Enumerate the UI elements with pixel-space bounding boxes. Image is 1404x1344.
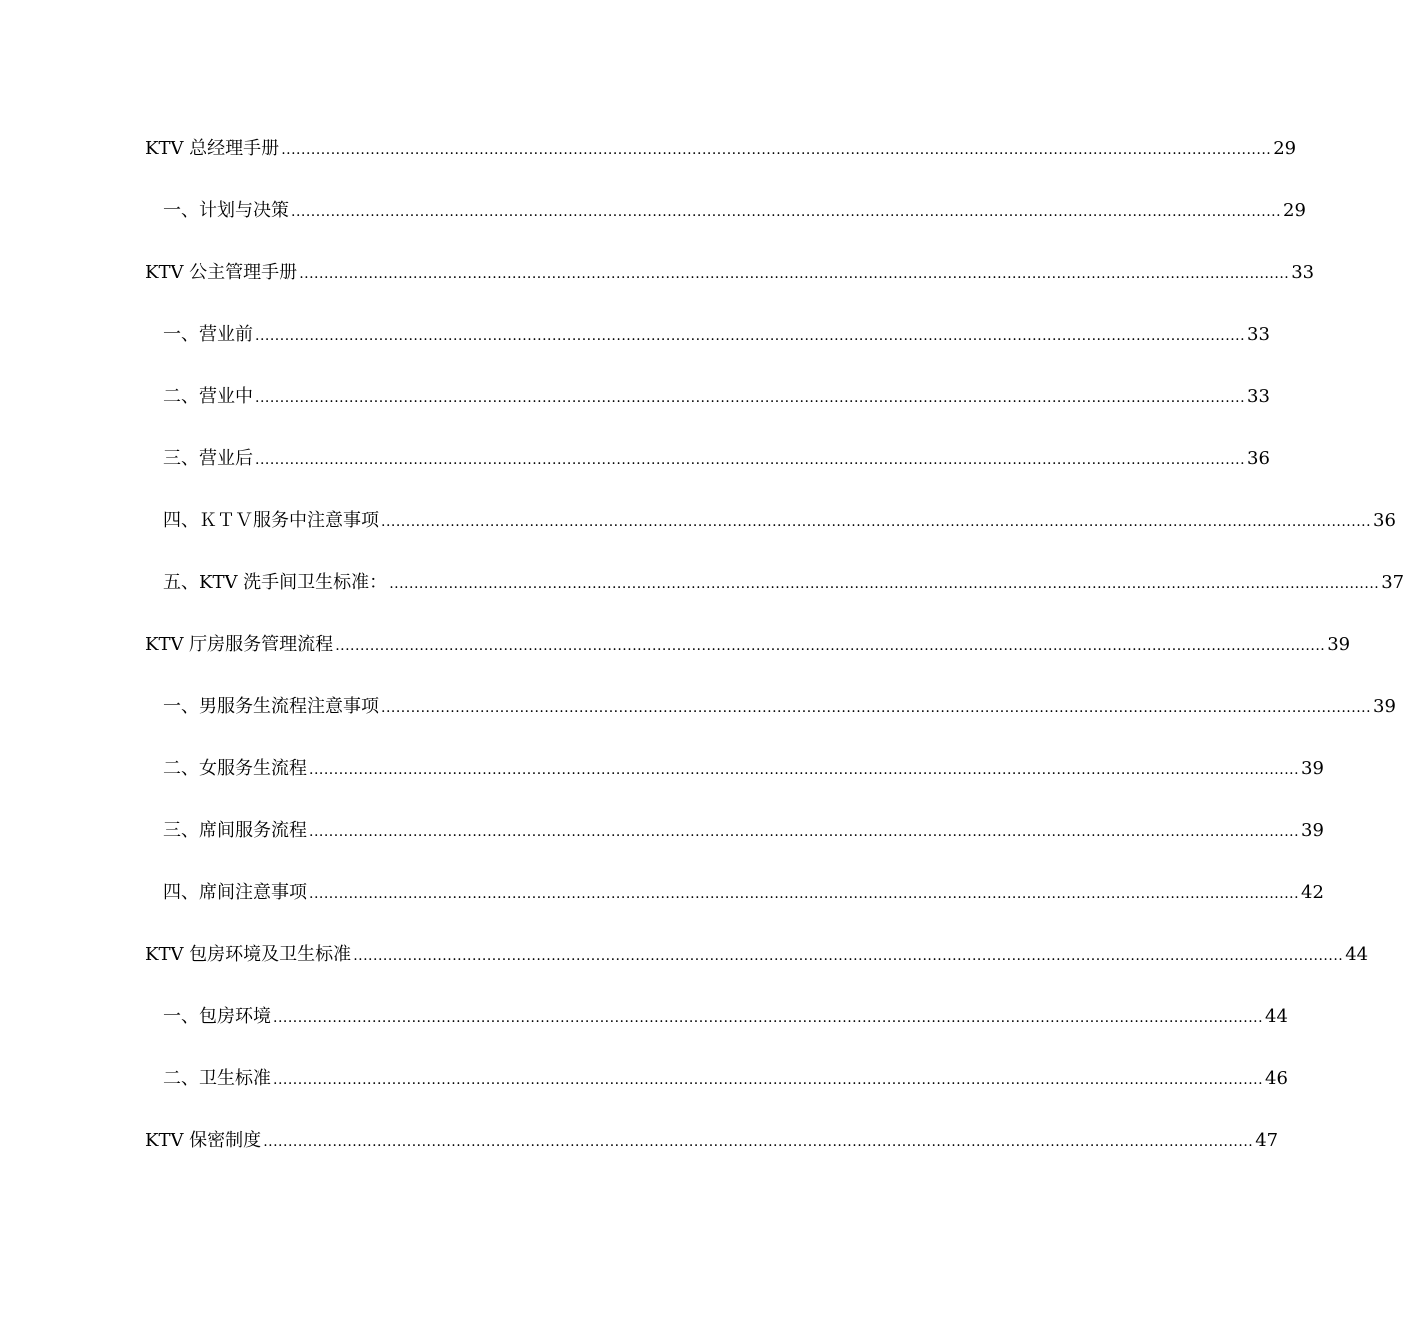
toc-dot-leader: ........................................................................................................................................................................................................ [381,700,1372,716]
toc-entry[interactable] [145,751,1324,813]
toc-page-number: 39 [1301,820,1324,841]
toc-entry[interactable] [145,131,1297,193]
toc-entry[interactable] [145,627,1351,689]
toc-entry[interactable] [145,689,1396,751]
toc-entry-title: 五、KTV 洗手间卫生标准： [163,572,388,593]
toc-page-number: 39 [1301,758,1324,779]
toc-entry-title: 一、营业前 [163,324,253,345]
toc-dot-leader: ........................................................................................................................................................................................................ [335,638,1326,654]
toc-dot-leader: ........................................................................................................................................................................................................ [309,824,1300,840]
toc-page-number: 39 [1327,634,1351,655]
toc-dot-leader: ........................................................................................................................................................................................................ [273,1072,1264,1088]
toc-page-number: 36 [1247,448,1270,469]
toc-entry[interactable] [145,317,1270,379]
toc-entry-title: 三、席间服务流程 [163,820,307,841]
toc-page-number: 36 [1373,510,1396,531]
toc-dot-leader: ........................................................................................................................................................................................................ [255,390,1246,406]
toc-entry[interactable] [145,813,1324,875]
toc-dot-leader: ........................................................................................................................................................................................................ [299,266,1290,282]
toc-dot-leader: ........................................................................................................................................................................................................ [255,328,1246,344]
toc-entry[interactable] [145,1061,1288,1123]
toc-entry[interactable] [145,379,1270,441]
toc-dot-leader: ........................................................................................................................................................................................................ [273,1010,1264,1026]
toc-page-number: 37 [1381,572,1404,593]
toc-page-number: 46 [1265,1068,1288,1089]
toc-entry-title: KTV 保密制度 [145,1130,262,1151]
toc-dot-leader: ........................................................................................................................................................................................................ [255,452,1246,468]
toc-dot-leader: ........................................................................................................................................................................................................ [389,576,1380,592]
toc-entry-title: 四、ＫＴＶ服务中注意事项 [163,510,379,531]
toc-entry[interactable] [145,999,1288,1061]
toc-page-number: 44 [1345,944,1369,965]
toc-entry-title: 一、男服务生流程注意事项 [163,696,379,717]
toc-entry-title: 二、营业中 [163,386,253,407]
toc-entry-title: KTV 厅房服务管理流程 [145,634,334,655]
toc-page-number: 44 [1265,1006,1288,1027]
toc-dot-leader: ........................................................................................................................................................................................................ [281,142,1272,158]
toc-entry-title: KTV 总经理手册 [145,138,280,159]
toc-dot-leader: ........................................................................................................................................................................................................ [291,204,1282,220]
toc-page-number: 42 [1301,882,1324,903]
toc-entry[interactable] [145,193,1306,255]
toc-entry[interactable] [145,875,1324,937]
toc-page-number: 47 [1255,1130,1279,1151]
toc-page-number: 33 [1247,324,1270,345]
toc-entry-title: 二、女服务生流程 [163,758,307,779]
toc-entry[interactable] [145,1123,1279,1185]
toc-dot-leader: ........................................................................................................................................................................................................ [353,948,1344,964]
toc-page-number: 33 [1291,262,1315,283]
toc-entry[interactable] [145,937,1369,999]
toc-page-number: 39 [1373,696,1396,717]
toc-page-number: 29 [1283,200,1306,221]
toc-entry-title: 三、营业后 [163,448,253,469]
toc-entry-title: KTV 包房环境及卫生标准 [145,944,352,965]
toc-entry-title: 一、包房环境 [163,1006,271,1027]
toc-entry[interactable] [145,565,1404,627]
toc-entry-title: 一、计划与决策 [163,200,289,221]
toc-entry[interactable] [145,441,1270,503]
toc-dot-leader: ........................................................................................................................................................................................................ [309,886,1300,902]
toc-entry-title: 四、席间注意事项 [163,882,307,903]
toc-entry-title: 二、卫生标准 [163,1068,271,1089]
toc-page-number: 29 [1273,138,1297,159]
toc-dot-leader: ........................................................................................................................................................................................................ [309,762,1300,778]
table-of-contents [145,131,1404,1185]
toc-entry[interactable] [145,503,1396,565]
toc-page-number: 33 [1247,386,1270,407]
toc-entry-title: KTV 公主管理手册 [145,262,298,283]
toc-dot-leader: ........................................................................................................................................................................................................ [381,514,1372,530]
toc-entry[interactable] [145,255,1315,317]
toc-dot-leader: ........................................................................................................................................................................................................ [263,1134,1254,1150]
